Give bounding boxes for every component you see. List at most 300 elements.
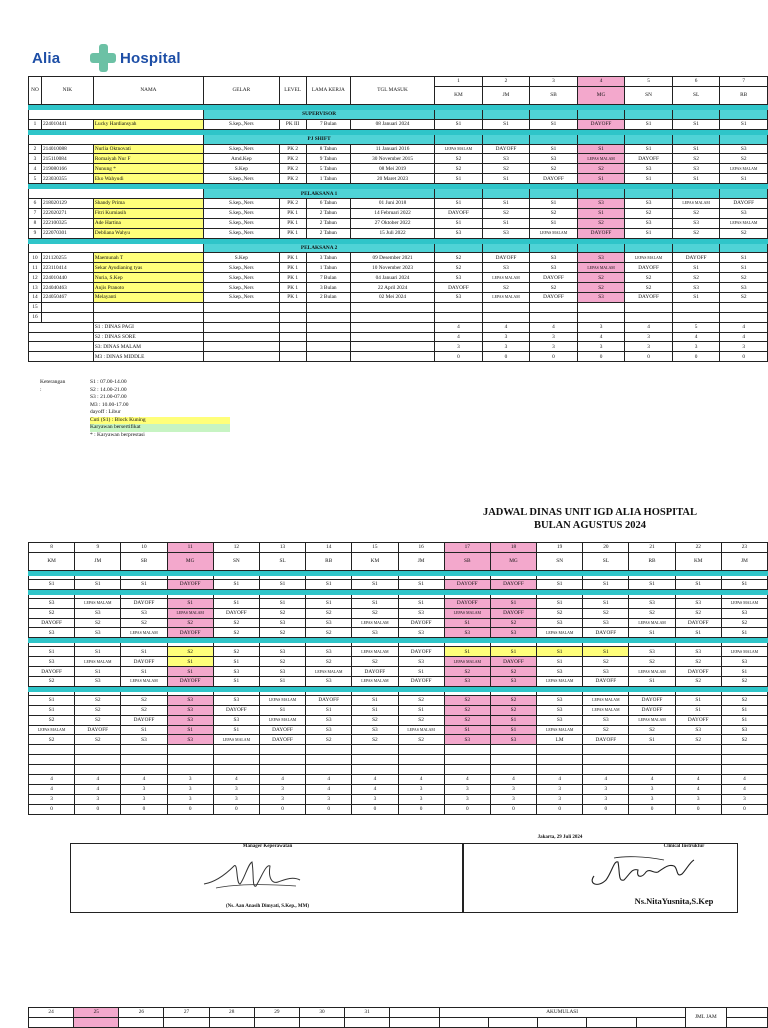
table-cell (530, 302, 578, 312)
table-cell: 27 Oktober 2022 (350, 218, 434, 228)
table-row (29, 598, 768, 608)
table-cell: S.kep.,Ners (204, 119, 280, 129)
summary-value: 4 (583, 775, 629, 785)
table-row (29, 144, 768, 154)
table-cell: LEPAS MALAM (121, 677, 167, 687)
table-cell: S3 (530, 154, 578, 164)
manager-signature-icon (196, 854, 306, 896)
table-cell: Sekar Ayudianing tyas (93, 263, 203, 273)
table-cell: S3 (167, 715, 213, 725)
header-spacer (726, 1008, 767, 1018)
table-cell (577, 302, 625, 312)
section-cell (482, 243, 530, 253)
table-cell: PK 2 (279, 199, 306, 209)
section-cell (530, 109, 578, 119)
table-cell: S1 (675, 628, 721, 638)
table-cell: S2 (29, 735, 75, 745)
summary-value: 3 (75, 794, 121, 804)
summary-value: 3 (482, 342, 530, 352)
table-cell (306, 765, 352, 775)
summary-value: 5 (672, 322, 720, 332)
summary-value: 0 (537, 804, 583, 814)
table-cell: S1 (167, 657, 213, 667)
table-cell: 9 Tahun (306, 154, 350, 164)
summary-spacer (306, 332, 350, 342)
table-cell: 222070301 (41, 228, 93, 238)
table-cell: S1 (213, 725, 259, 735)
table-cell: S3 (720, 283, 768, 293)
summary-value: 4 (720, 332, 768, 342)
table-cell: S3 (306, 618, 352, 628)
header-dayname (164, 1017, 209, 1027)
table-cell: S1 (675, 695, 721, 705)
header-day: 30 (299, 1008, 344, 1018)
table-cell: DAYOFF (398, 618, 444, 628)
summary-value: 4 (352, 784, 398, 794)
summary-value: 4 (675, 784, 721, 794)
table-cell: S3 (75, 608, 121, 618)
table-cell: LM (537, 735, 583, 745)
header-spacer (538, 1017, 587, 1027)
summary-value: 3 (675, 794, 721, 804)
table-cell: S1 (720, 263, 768, 273)
table-cell: S2 (530, 208, 578, 218)
summary-spacer (204, 342, 280, 352)
table-cell (29, 765, 75, 775)
table-cell: DAYOFF (629, 705, 675, 715)
table-cell: S1 (583, 598, 629, 608)
table-cell (41, 312, 93, 322)
table-row (29, 154, 768, 164)
table-cell: S3 (625, 218, 673, 228)
table-cell: S1 (435, 218, 483, 228)
section-cell (482, 109, 530, 119)
title-line-1: JADWAL DINAS UNIT IGD ALIA HOSPITAL (482, 507, 698, 518)
table-cell: S2 (629, 608, 675, 618)
header-dayname: KM (352, 552, 398, 570)
table-cell: S.kep.,Ners (204, 144, 280, 154)
table-cell: LEPAS MALAM (352, 677, 398, 687)
table-cell: S3 (482, 263, 530, 273)
summary-value: 4 (352, 775, 398, 785)
table-cell: S3 (167, 695, 213, 705)
header-day: 7 (720, 77, 768, 87)
table-cell: DAYOFF (577, 119, 625, 129)
table-cell: S3 (444, 677, 490, 687)
legend-note: * : Karyawan berprestasi (90, 431, 145, 438)
table-cell: S2 (482, 164, 530, 174)
table-cell: LEPAS MALAM (720, 164, 768, 174)
summary-value: 3 (121, 784, 167, 794)
table-cell: S1 (75, 667, 121, 677)
table-row (29, 715, 768, 725)
summary-value: 3 (537, 794, 583, 804)
table-cell: S1 (537, 598, 583, 608)
table-cell: 30 November 2015 (350, 154, 434, 164)
table-cell: 224010440 (41, 273, 93, 283)
table-cell (279, 302, 306, 312)
summary-value: 4 (625, 322, 673, 332)
header-spacer (488, 1017, 537, 1027)
summary-value: 3 (537, 784, 583, 794)
table-cell: S2 (444, 695, 490, 705)
table-cell (93, 302, 203, 312)
table-cell: S2 (675, 608, 721, 618)
table-cell: DAYOFF (398, 677, 444, 687)
table-cell (629, 745, 675, 755)
summary-spacer (279, 342, 306, 352)
header-day: 12 (213, 543, 259, 553)
table-cell (350, 302, 434, 312)
summary-value: 3 (29, 794, 75, 804)
summary-value: 4 (537, 775, 583, 785)
table-cell: S3 (259, 618, 305, 628)
summary-value: 0 (482, 352, 530, 362)
table-cell (213, 745, 259, 755)
hospital-logo (32, 44, 212, 74)
table-cell (625, 312, 673, 322)
table-cell: S2 (672, 154, 720, 164)
summary-value: 4 (675, 775, 721, 785)
header-day: 28 (209, 1008, 254, 1018)
table-cell: S2 (306, 735, 352, 745)
table-cell: 01 Juni 2018 (350, 199, 434, 209)
table-cell: S1 (444, 647, 490, 657)
header-day: 5 (625, 77, 673, 87)
table-cell: S2 (577, 273, 625, 283)
table-cell: S1 (530, 199, 578, 209)
summary-value: 3 (444, 784, 490, 794)
table-cell: S1 (625, 144, 673, 154)
summary-value: 3 (583, 794, 629, 804)
table-cell: S1 (530, 144, 578, 154)
table-cell: S1 (672, 293, 720, 303)
table-cell (352, 755, 398, 765)
table-cell: Shandy Prima (93, 199, 203, 209)
table-cell (583, 755, 629, 765)
header-jml-jam: JML JAM (685, 1008, 726, 1028)
table-cell: S2 (490, 618, 536, 628)
table-cell: LEPAS MALAM (75, 598, 121, 608)
table-cell: DAYOFF (29, 618, 75, 628)
table-cell: S1 (720, 119, 768, 129)
header-day: 2 (482, 77, 530, 87)
table-cell: S3 (29, 657, 75, 667)
table-cell: LEPAS MALAM (721, 647, 767, 657)
table-cell (121, 765, 167, 775)
table-cell: S1 (435, 199, 483, 209)
table-cell: S1 (306, 598, 352, 608)
header-nama: NAMA (93, 77, 203, 105)
table-cell: S3 (482, 154, 530, 164)
table-cell: S1 (629, 677, 675, 687)
header-dayname: RB (629, 552, 675, 570)
summary-value: 4 (75, 784, 121, 794)
table-cell: LEPAS MALAM (306, 667, 352, 677)
table-cell: S3 (352, 725, 398, 735)
table-cell: S1 (167, 598, 213, 608)
table-cell (444, 765, 490, 775)
table-cell: S2 (721, 695, 767, 705)
table-cell (167, 755, 213, 765)
summary-value: 0 (435, 352, 483, 362)
table-cell: 2 Tahun (306, 218, 350, 228)
table-row (29, 228, 768, 238)
summary-value: 4 (720, 322, 768, 332)
header-dayname (119, 1017, 164, 1027)
table-cell: 214010088 (41, 144, 93, 154)
summary-value: 0 (583, 804, 629, 814)
summary-value: 0 (720, 352, 768, 362)
table-row (29, 208, 768, 218)
table-cell: S2 (490, 695, 536, 705)
table-cell: S1 (398, 705, 444, 715)
table-cell: PK III (279, 119, 306, 129)
table-row (29, 657, 768, 667)
table-cell: 224040463 (41, 283, 93, 293)
table-cell: S1 (490, 647, 536, 657)
table-cell: LEPAS MALAM (167, 608, 213, 618)
table-cell (306, 312, 350, 322)
section-cell (482, 134, 530, 144)
table-cell: S2 (398, 695, 444, 705)
header-dayname: SN (537, 552, 583, 570)
table-cell: S1 (721, 628, 767, 638)
table-cell: DAYOFF (75, 725, 121, 735)
table-row (29, 263, 768, 273)
table-cell (29, 755, 75, 765)
summary-value: 4 (444, 775, 490, 785)
header-dayname: MG (490, 552, 536, 570)
table-cell (583, 745, 629, 755)
header-dayname: JM (482, 86, 530, 104)
table-cell (721, 745, 767, 755)
table-cell: S2 (352, 715, 398, 725)
table-cell: S3 (537, 715, 583, 725)
summary-value: 3 (530, 342, 578, 352)
header-day: 22 (675, 543, 721, 553)
table-cell: LEPAS MALAM (672, 199, 720, 209)
table-cell: S1 (444, 725, 490, 735)
legend-line: M3 : 10.00-17.00 (90, 401, 129, 408)
table-cell: 223030355 (41, 174, 93, 184)
table-cell: S1 (482, 119, 530, 129)
table-cell: LEPAS MALAM (537, 677, 583, 687)
table-cell (259, 745, 305, 755)
table-cell: LEPAS MALAM (435, 144, 483, 154)
header-spacer (390, 1008, 439, 1018)
table-cell: DAYOFF (490, 608, 536, 618)
table-cell: S.kep.,Ners (204, 199, 280, 209)
table-cell: LEPAS MALAM (352, 618, 398, 628)
table-cell: S1 (398, 598, 444, 608)
instructor-name: Ns.NitaYusnita,S.Kep (634, 896, 714, 906)
table-cell: S1 (213, 579, 259, 589)
section-cell (577, 243, 625, 253)
table-cell: DAYOFF (444, 579, 490, 589)
table-cell: S2 (482, 283, 530, 293)
table-cell: S3 (577, 199, 625, 209)
table-cell: 5 (29, 174, 42, 184)
table-cell: PK 1 (279, 218, 306, 228)
table-cell: S3 (721, 657, 767, 667)
table-cell: LEPAS MALAM (213, 735, 259, 745)
table-cell: DAYOFF (583, 628, 629, 638)
table-cell (721, 755, 767, 765)
table-cell: S3 (629, 598, 675, 608)
table-cell: S3 (490, 735, 536, 745)
table-cell: DAYOFF (583, 735, 629, 745)
section-spacer (29, 189, 204, 199)
table-cell: S1 (577, 144, 625, 154)
table-cell: S3 (398, 608, 444, 618)
table-cell: 04 Januari 2024 (350, 273, 434, 283)
table-row (29, 253, 768, 263)
table-cell: 223110414 (41, 263, 93, 273)
table-cell: S1 (721, 667, 767, 677)
table-cell (306, 745, 352, 755)
table-cell: S1 (29, 705, 75, 715)
table-cell: S2 (435, 263, 483, 273)
table-cell: 3 Tahun (306, 253, 350, 263)
table-cell: S3 (29, 628, 75, 638)
table-cell: DAYOFF (29, 667, 75, 677)
table-cell (583, 765, 629, 775)
table-cell (444, 745, 490, 755)
table-cell: S3 (352, 628, 398, 638)
legend-green: Karyawan bersertifikat (90, 424, 230, 432)
table-cell: LEPAS MALAM (583, 705, 629, 715)
summary-value: 3 (583, 784, 629, 794)
summary-value: 0 (259, 804, 305, 814)
table-cell: S2 (29, 715, 75, 725)
table-cell: 1 Tahun (306, 263, 350, 273)
table-cell: S3 (259, 647, 305, 657)
section-cell (625, 189, 673, 199)
summary-value: 3 (490, 794, 536, 804)
table-cell: S1 (721, 715, 767, 725)
header-dayname: SN (625, 86, 673, 104)
table-cell: S2 (29, 608, 75, 618)
table-cell (629, 755, 675, 765)
summary-label: S3: DINAS MALAM (93, 342, 203, 352)
table-cell: 224010441 (41, 119, 93, 129)
header-day: 25 (74, 1008, 119, 1018)
section-label: PELAKSANA 2 (204, 243, 435, 253)
summary-value: 4 (306, 784, 352, 794)
table-cell (482, 302, 530, 312)
table-cell: S1 (306, 705, 352, 715)
summary-value: 4 (721, 775, 767, 785)
table-cell: DAYOFF (213, 608, 259, 618)
table-cell: S3 (672, 164, 720, 174)
table-cell: 14 Februari 2022 (350, 208, 434, 218)
legend-yellow: Cuti (S1) : Block Kuning (90, 417, 230, 425)
table-cell: S.kep.,Ners (204, 208, 280, 218)
table-cell: S3 (435, 273, 483, 283)
summary-value: 0 (625, 352, 673, 362)
table-row (29, 283, 768, 293)
legend-line: S3 : 21.00-07.00 (90, 394, 127, 400)
table-cell: S2 (398, 735, 444, 745)
table-cell: S1 (259, 677, 305, 687)
table-cell: DAYOFF (490, 657, 536, 667)
sign-place-date: Jakarta, 29 Juli 2024 (537, 835, 583, 840)
header-day: 29 (254, 1008, 299, 1018)
table-cell: 8 (29, 218, 42, 228)
table-cell: S3 (306, 647, 352, 657)
table-cell: S3 (306, 715, 352, 725)
table-cell: S1 (259, 598, 305, 608)
table-cell: 2 Tahun (306, 228, 350, 238)
table-cell: S1 (306, 579, 352, 589)
header-akumulasi: AKUMULASI (439, 1008, 685, 1018)
table-cell: S2 (583, 725, 629, 735)
table-cell: LEPAS MALAM (482, 293, 530, 303)
table-cell: S1 (213, 677, 259, 687)
summary-value: 3 (121, 794, 167, 804)
table-cell: DAYOFF (435, 208, 483, 218)
header-level: LEVEL (279, 77, 306, 105)
table-cell (435, 312, 483, 322)
section-cell (577, 189, 625, 199)
table-cell: S3 (629, 647, 675, 657)
table-cell: LEPAS MALAM (720, 218, 768, 228)
summary-value: 0 (490, 804, 536, 814)
table-cell: PK 2 (279, 144, 306, 154)
table-cell: S1 (625, 174, 673, 184)
header-day: 18 (490, 543, 536, 553)
header-day: 24 (29, 1008, 74, 1018)
table-cell: S3 (259, 667, 305, 677)
table-cell: S3 (583, 618, 629, 628)
table-cell: S1 (530, 218, 578, 228)
header-no: NO (29, 77, 42, 105)
table-cell: S2 (721, 618, 767, 628)
section-cell (482, 189, 530, 199)
summary-value: 4 (629, 775, 675, 785)
header-lama-kerja: LAMA KERJA (306, 77, 350, 105)
header-spacer (726, 1017, 767, 1027)
table-cell: DAYOFF (121, 598, 167, 608)
table-cell: LEPAS MALAM (398, 725, 444, 735)
table-cell: DAYOFF (629, 695, 675, 705)
table-cell: LEPAS MALAM (259, 715, 305, 725)
table-cell: S2 (444, 715, 490, 725)
table-cell: S2 (720, 293, 768, 303)
table-cell (121, 755, 167, 765)
table-cell (121, 745, 167, 755)
summary-value: 0 (352, 804, 398, 814)
summary-value: 4 (121, 775, 167, 785)
table-cell: 8 Tahun (306, 144, 350, 154)
table-cell: S1 (629, 735, 675, 745)
header-dayname: SL (672, 86, 720, 104)
table-cell: 11 (29, 263, 42, 273)
table-cell: 16 (29, 312, 42, 322)
table-cell: S1 (167, 725, 213, 735)
table-cell (675, 755, 721, 765)
header-day: 8 (29, 543, 75, 553)
table-cell: S3 (398, 657, 444, 667)
table-cell: S2 (167, 647, 213, 657)
table-cell: S3 (672, 283, 720, 293)
table-row (29, 628, 768, 638)
table-cell: DAYOFF (259, 735, 305, 745)
table-cell (204, 312, 280, 322)
table-cell: S3 (537, 618, 583, 628)
table-cell: S3 (444, 628, 490, 638)
